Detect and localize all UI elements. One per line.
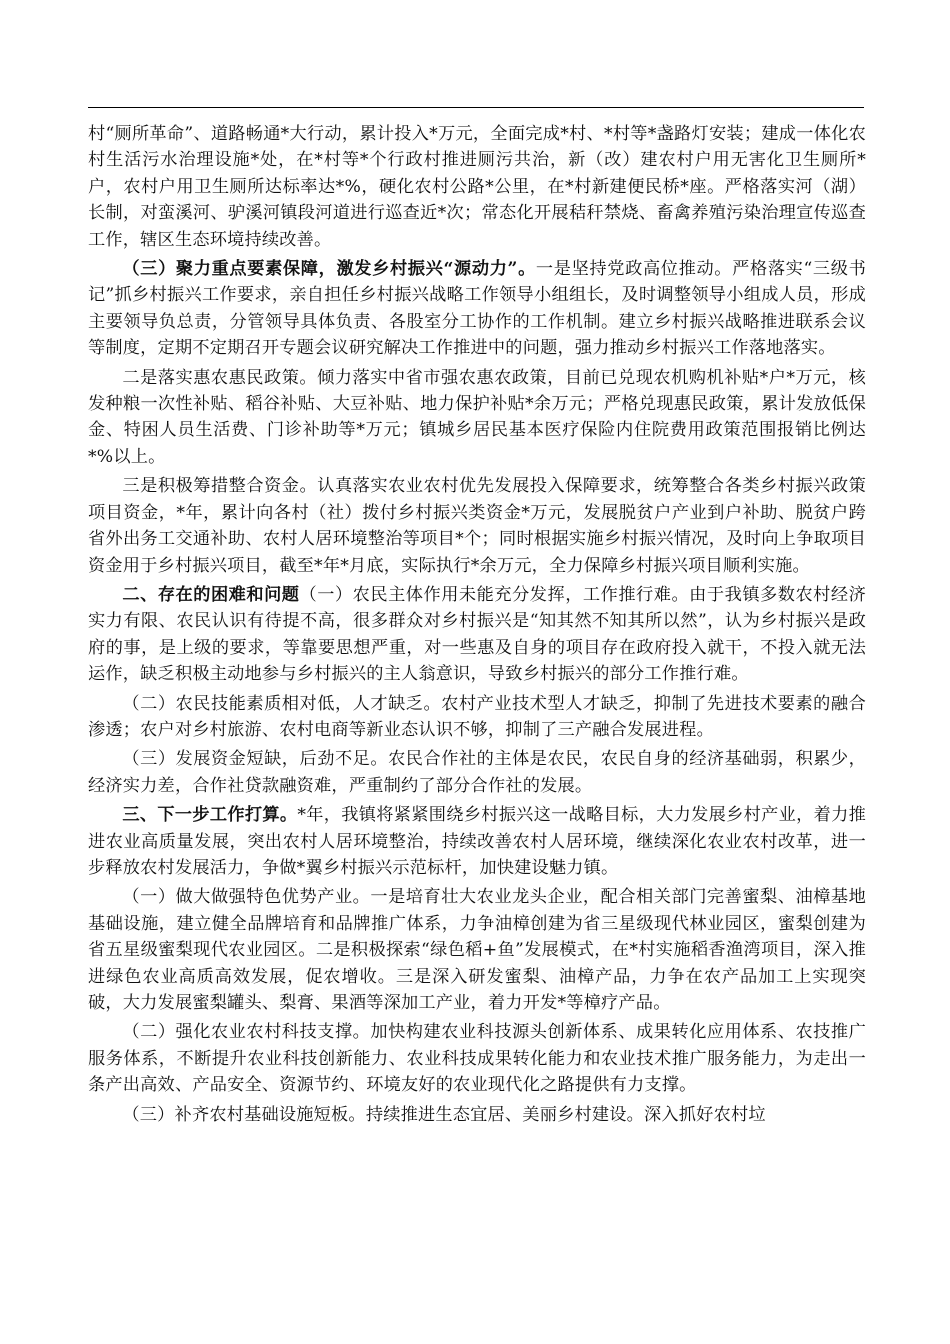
- paragraph-8-text: *年，我镇将紧紧围绕乡村振兴这一战略目标，大力发展乡村产业，着力推进农业高质量发展，突出农村人居环境整治，持续改善农村人居环境，继续深化农业农村改革，进一步释放农村发展活力，争做*翼乡村振兴示范标杆，加快建设魅力镇。: [88, 805, 866, 878]
- paragraph-2-heading: （三）聚力重点要素保障，激发乡村振兴“源动力”。: [122, 259, 536, 280]
- paragraph-3-text: 二是落实惠农惠民政策。倾力落实中省市强农惠农政策，目前已兑现农机购机补贴*户*万元，核发种粮一次性补贴、稻谷补贴、大豆补贴、地力保护补贴*余万元；严格兑现惠民政策，累计发放低保金、特困人员生活费、门诊补助等*万元；镇城乡居民基本医疗保险内住院费用政策范围报销比例达*%以上。: [88, 367, 866, 467]
- paragraph-2-text: 一是坚持党政高位推动。严格落实“三级书记”抓乡村振兴工作要求，亲自担任乡村振兴战略工作领导小组组长，及时调整领导小组成人员，形成主要领导负总责，分管领导具体负责、各股室分工协作的工作机制。建立乡村振兴战略推进联系会议等制度，定期不定期召开专题会议研究解决工作推进中的问题，强力推动乡村振兴工作落地落实。: [88, 259, 867, 359]
- paragraph-11-text: （三）补齐农村基础设施短板。持续推进生态宜居、美丽乡村建设。深入抓好农村垃: [122, 1104, 766, 1125]
- paragraph-9: [88, 884, 866, 1016]
- paragraph-7: [88, 746, 866, 799]
- paragraph-11: [88, 1102, 866, 1128]
- paragraph-4-text: 三是积极筹措整合资金。认真落实农业农村优先发展投入保障要求，统筹整合各类乡村振兴政策项目资金，*年，累计向各村（社）拨付乡村振兴类资金*万元，发展脱贫户产业到户补助、脱贫户跨省外出务工交通补助、农村人居环境整治等项目*个；同时根据实施乡村振兴情况，及时向上争取项目资金用于乡村振兴项目，截至*年*月底，实际执行*余万元，全力保障乡村振兴项目顺利实施。: [88, 476, 866, 576]
- paragraph-7-text: （三）发展资金短缺，后劲不足。农民合作社的主体是农民，农民自身的经济基础弱，积累少，经济实力差，合作社贷款融资难，严重制约了部分合作社的发展。: [88, 749, 866, 796]
- paragraph-10-text: （二）强化农业农村科技支撑。加快构建农业科技源头创新体系、成果转化应用体系、农技推广服务体系，不断提升农业科技创新能力、农业科技成果转化能力和农业技术推广服务能力，为走出一条产出高效、产品安全、资源节约、环境友好的农业现代化之路提供有力支撑。: [88, 1022, 866, 1096]
- paragraph-10: [88, 1019, 866, 1098]
- paragraph-3: [88, 365, 866, 471]
- paragraph-1-text: 村“厕所革命”、道路畅通*大行动，累计投入*万元，全面完成*村、*村等*盏路灯安装；建成一体化农村生活污水治理设施*处，在*村等*个行政村推进厕污共治，新（改）建农村户用无害化卫生厕所*户，农村户用卫生厕所达标率达*%，硬化农村公路*公里，在*村新建便民桥*座。严格落实河（湖）长制，对蛮溪河、驴溪河镇段河道进行巡查近*次；常态化开展秸秆禁烧、畜禽养殖污染治理宣传巡查工作，辖区生态环境持续改善。: [88, 124, 866, 250]
- paragraph-9-text: （一）做大做强特色优势产业。一是培育壮大农业龙头企业，配合相关部门完善蜜梨、油樟基地基础设施，建立健全品牌培育和品牌推广体系，力争油樟创建为省三星级现代林业园区，蜜梨创建为省五星级蜜梨现代农业园区。二是积极探索“绿色稻+鱼”发展模式，在*村实施稻香渔湾项目，深入推进绿色农业高质高效发展，促农增收。三是深入研发蜜梨、油樟产品，力争在农产品加工上实现突破，大力发展蜜梨罐头、梨膏、果酒等深加工产业，着力开发*等樟疗产品。: [88, 887, 866, 1013]
- paragraph-6: [88, 691, 866, 744]
- header-rule: [88, 107, 864, 108]
- paragraph-5: [88, 582, 866, 688]
- paragraph-5-heading: 二、存在的困难和问题: [122, 584, 300, 605]
- paragraph-6-text: （二）农民技能素质相对低，人才缺乏。农村产业技术型人才缺乏，抑制了先进技术要素的融合渗透；农户对乡村旅游、农村电商等新业态认识不够，抑制了三产融合发展进程。: [88, 693, 866, 740]
- paragraph-1: [88, 121, 866, 253]
- paragraph-5-text: （一）农民主体作用未能充分发挥，工作推行难。由于我镇多数农村经济实力有限、农民认识有待提不高，很多群众对乡村振兴是“知其然不知其所以然”，认为乡村振兴是政府的事，是上级的要求，等靠要思想严重，对一些惠及自身的项目存在政府投入就干，不投入就无法运作，缺乏积极主动地参与乡村振兴的主人翁意识，导致乡村振兴的部分工作推行难。: [88, 584, 866, 685]
- paragraph-8: [88, 802, 866, 881]
- paragraph-8-heading: 三、下一步工作打算。: [122, 805, 298, 826]
- document-body: [88, 121, 866, 1131]
- paragraph-2: [88, 256, 866, 362]
- paragraph-4: [88, 473, 866, 579]
